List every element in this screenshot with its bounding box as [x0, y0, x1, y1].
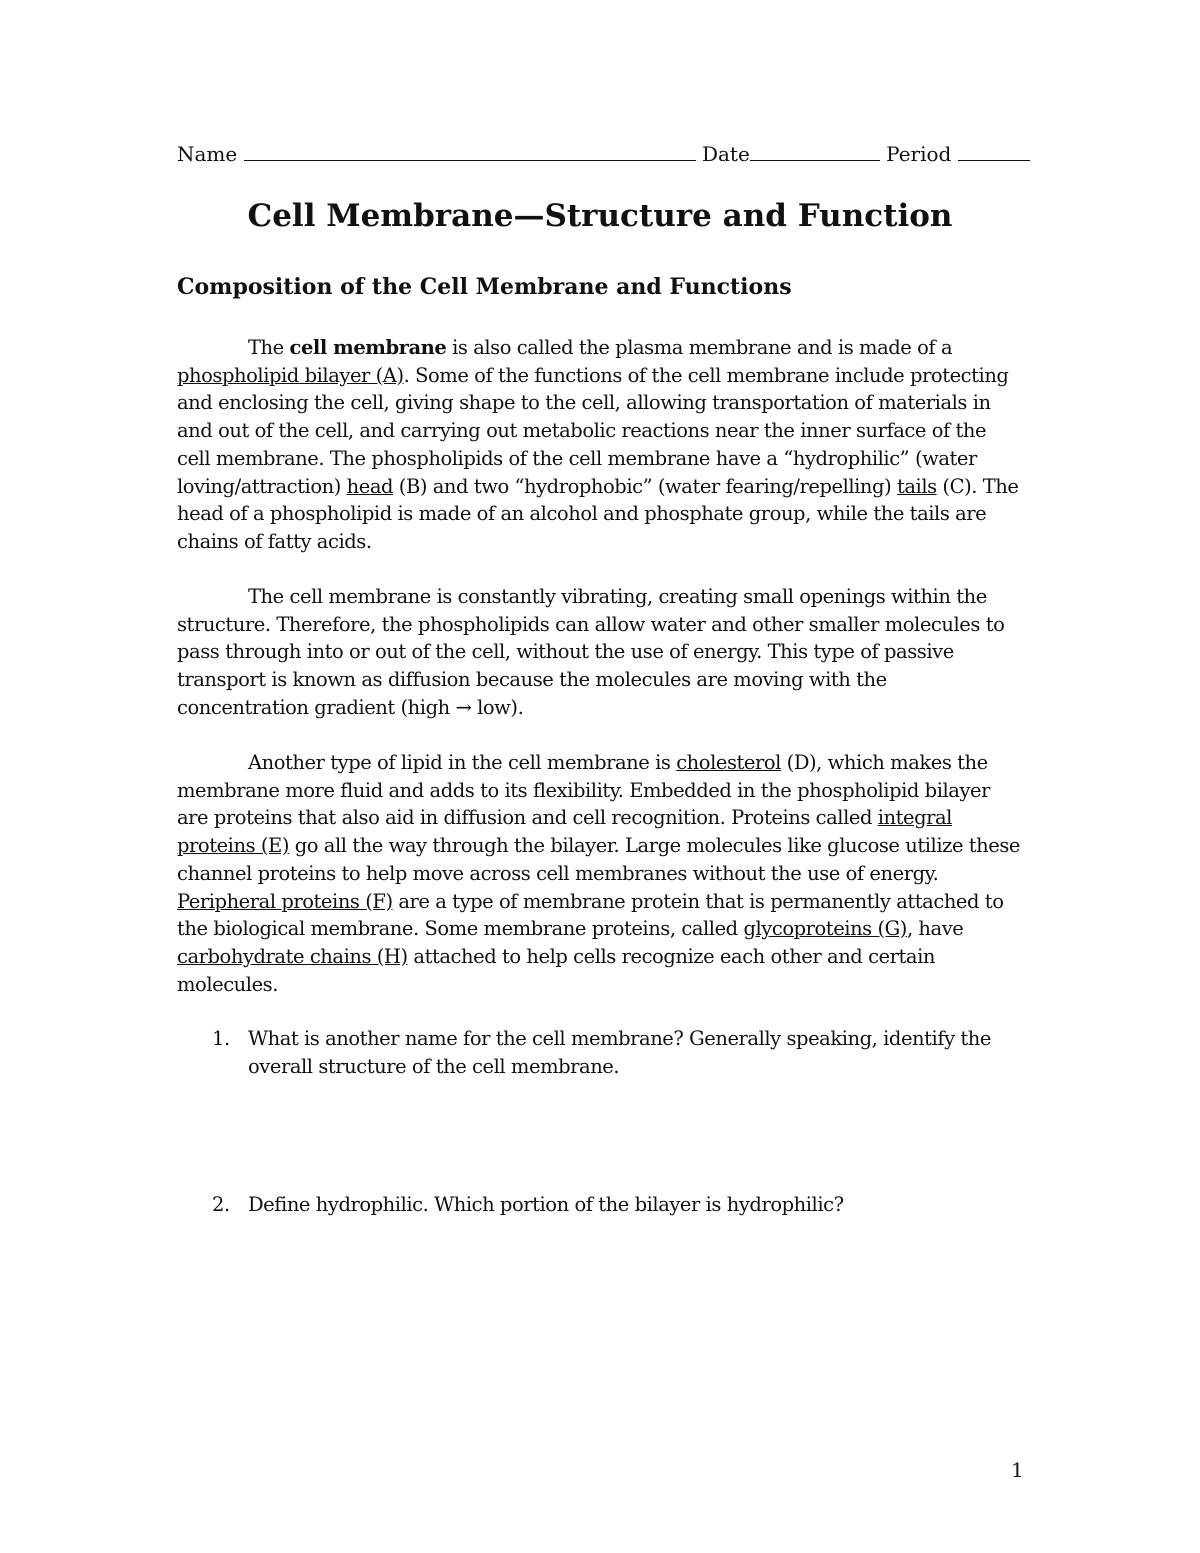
- question-number: 2.: [212, 1193, 230, 1216]
- name-blank[interactable]: [244, 142, 696, 161]
- period-label: Period: [886, 142, 952, 166]
- date-label: Date: [701, 142, 750, 166]
- text-run: are a type of membrane protein that is permanently attached to the biological membrane. Some membrane proteins, called: [177, 889, 1004, 941]
- paragraph-diffusion: The cell membrane is constantly vibrating, creating small openings within the structure. Therefore, the phospholipids can allow water and other smaller molecules to pass through into or out of the cell, without the use of energy. This type of passive transport is known as diffusion because the molecules are moving with the concentration gradient (high → low).: [177, 585, 1005, 719]
- page-title: Cell Membrane—Structure and Function: [247, 198, 953, 234]
- name-label: Name: [177, 142, 238, 166]
- section-heading: Composition of the Cell Membrane and Functions: [177, 274, 792, 300]
- term-phospholipid-bilayer: phospholipid bilayer (A): [177, 363, 404, 387]
- paragraph-cholesterol-proteins: [177, 749, 1023, 998]
- question-text: Define hydrophilic. Which portion of the bilayer is hydrophilic?: [248, 1193, 844, 1216]
- question-text: What is another name for the cell membrane? Generally speaking, identify the overall structure of the cell membrane.: [248, 1027, 992, 1078]
- question-1: [212, 1025, 1023, 1080]
- student-info-line: [177, 142, 1023, 166]
- term-tails: tails: [896, 474, 937, 498]
- term-glycoproteins: glycoproteins (G): [743, 917, 907, 941]
- term-integral-proteins: integral proteins (E): [177, 806, 952, 858]
- text-run: The: [248, 336, 290, 359]
- page-number: 1: [1011, 1458, 1024, 1482]
- date-blank[interactable]: [750, 142, 880, 161]
- question-number: 1.: [212, 1027, 230, 1050]
- text-run: , have: [906, 917, 964, 941]
- question-2: [212, 1191, 1023, 1219]
- text-run: (C). The head of a phospholipid is made of an alcohol and phosphate group, while the tails are chains of fatty acids.: [177, 474, 1019, 553]
- text-run: Another type of lipid in the cell membrane is: [248, 751, 677, 774]
- text-run: go all the way through the bilayer. Large molecules like glucose utilize these channel proteins to help move across cell membranes without the use of energy.: [177, 834, 1021, 885]
- text-run: attached to help cells recognize each other and certain molecules.: [177, 944, 935, 996]
- term-peripheral-proteins: Peripheral proteins (F): [177, 889, 393, 913]
- term-cell-membrane: cell membrane: [289, 336, 447, 359]
- text-run: (D), which makes the membrane more fluid and adds to its flexibility. Embedded in the phospholipid bilayer are proteins that also aid in diffusion and cell recognition. Proteins called: [177, 751, 990, 830]
- term-carbohydrate-chains: carbohydrate chains (H): [177, 944, 408, 968]
- term-cholesterol: cholesterol: [676, 751, 781, 774]
- text-run: . Some of the functions of the cell membrane include protecting and enclosing the cell, giving shape to the cell, allowing transportation of materials in and out of the cell, and carrying out metabolic reactions near the inner surface of the cell membrane. The phospholipids of the cell membrane have a “hydrophilic” (water loving/attraction): [177, 363, 1009, 498]
- term-head: head: [346, 474, 394, 498]
- period-blank[interactable]: [958, 142, 1030, 161]
- paragraph-composition: [177, 334, 1023, 556]
- text-run: (B) and two “hydrophobic” (water fearing/repelling): [393, 474, 897, 498]
- text-run: is also called the plasma membrane and is made of a: [446, 336, 953, 359]
